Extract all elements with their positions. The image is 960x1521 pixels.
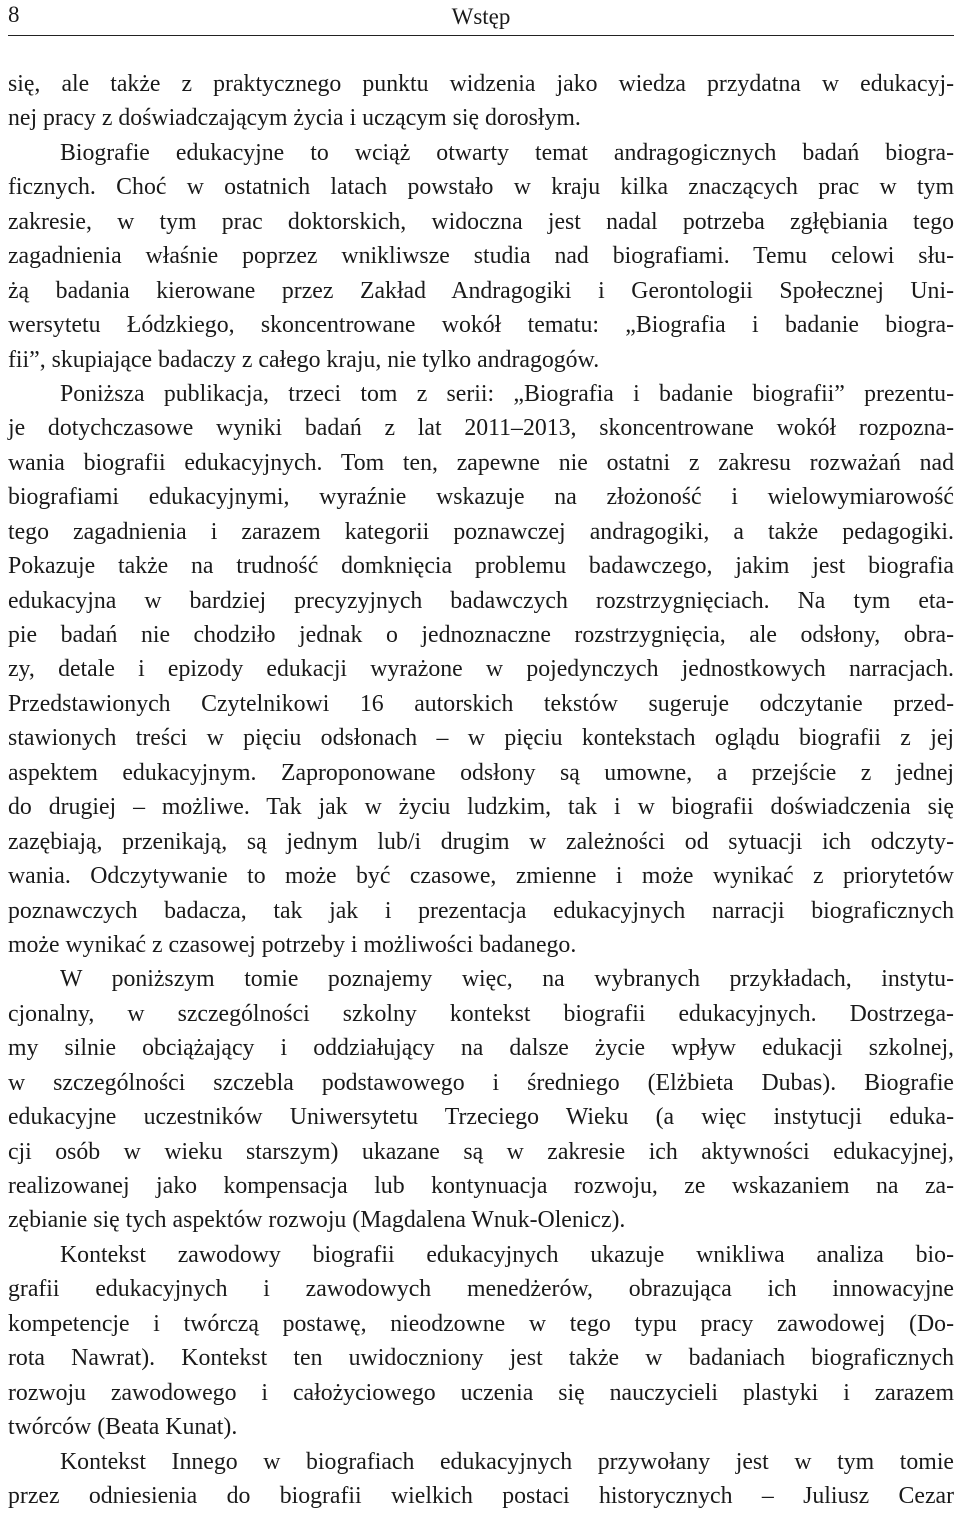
header-rule bbox=[8, 35, 954, 36]
page-number: 8 bbox=[8, 2, 20, 27]
text-line: rozwoju zawodowego i całożyciowego uczenia się nauczycieli plastyki i zarazem bbox=[8, 1379, 954, 1406]
running-title: Wstęp bbox=[451, 4, 511, 29]
text-line: tego zagadnienia i zarazem kategorii poznawczej andragogiki, a także pedagogiki. bbox=[8, 518, 954, 545]
text-line: W poniższym tomie poznajemy więc, na wybranych przykładach, instytu- bbox=[60, 966, 954, 993]
text-line: stawionych treści w pięciu odsłonach ‒ w pięciu kontekstach oglądu biografii z jej bbox=[8, 725, 954, 752]
text-line: Przedstawionych Czytelnikowi 16 autorskich tekstów sugeruje odczytanie przed- bbox=[8, 690, 954, 717]
text-line: pie badań nie chodziło jednak o jednoznaczne rozstrzygnięcia, ale odsłony, obra- bbox=[8, 622, 954, 648]
text-line: grafii edukacyjnych i zawodowych menedżerów, obrazująca ich innowacyjne bbox=[8, 1276, 954, 1303]
text-line: aspektem edukacyjnym. Zaproponowane odsłony są umowne, a przejście z jednej bbox=[8, 759, 954, 786]
text-line: wersytetu Łódzkiego, skoncentrowane wokół tematu: „Biografia i badanie biogra- bbox=[8, 312, 954, 339]
text-line: biografiami edukacyjnymi, wyraźnie wskazuje na złożoność i wielowymiarowość bbox=[8, 484, 954, 511]
text-line: zakresie, w tym prac doktorskich, widoczna jest nadal potrzeba zgłębiania tego bbox=[8, 208, 954, 235]
text-line: realizowanej jako kompensacja lub kontynuacja rozwoju, ze wskazaniem na za- bbox=[8, 1173, 954, 1199]
text-line: żą badania kierowane przez Zakład Andragogiki i Gerontologii Społecznej Uni- bbox=[8, 277, 954, 304]
text-line: wania biografii edukacyjnych. Tom ten, zapewne nie ostatni z zakresu rozważań nad bbox=[8, 449, 954, 476]
text-line: je dotychczasowe wyniki badań z lat 2011‒2013, skoncentrowane wokół rozpozna- bbox=[8, 415, 954, 442]
text-line: może wynikać z czasowej potrzeby i możliwości badanego. bbox=[8, 931, 577, 958]
text-line: edukacyjna w bardziej precyzyjnych badawczych rozstrzygnięciach. Na tym eta- bbox=[8, 587, 954, 614]
text-line: Biografie edukacyjne to wciąż otwarty temat andragogicznych badań biogra- bbox=[60, 139, 954, 166]
text-line: cjonalny, w szczególności szkolny kontekst biografii edukacyjnych. Dostrzega- bbox=[8, 1000, 954, 1027]
text-line: zagadnienia właśnie poprzez wnikliwsze studia nad biografiami. Temu celowi słu- bbox=[8, 243, 954, 270]
text-line: do drugiej ‒ możliwe. Tak jak w życiu ludzkim, tak i w biografii doświadczenia się bbox=[8, 794, 954, 821]
body-text bbox=[8, 67, 954, 1513]
text-line: przez odniesienia do biografii wielkich postaci historycznych ‒ Juliusz Cezar bbox=[8, 1482, 954, 1509]
text-line: fii”, skupiające badaczy z całego kraju, nie tylko andragogów. bbox=[8, 346, 600, 373]
text-line: w szczególności szczebla podstawowego i średniego (Elżbieta Dubas). Biografie bbox=[8, 1069, 954, 1096]
text-line: się, ale także z praktycznego punktu widzenia jako wiedza przydatna w edukacyj- bbox=[8, 71, 954, 97]
text-line: edukacyjne uczestników Uniwersytetu Trzeciego Wieku (a więc instytucji eduka- bbox=[8, 1104, 954, 1131]
text-line: twórców (Beata Kunat). bbox=[8, 1414, 238, 1441]
text-line: zębianie się tych aspektów rozwoju (Magdalena Wnuk-Olenicz). bbox=[8, 1207, 626, 1234]
text-line: rota Nawrat). Kontekst ten uwidoczniony jest także w badaniach biograficznych bbox=[8, 1345, 954, 1372]
text-line: Pokazuje także na trudność domknięcia problemu badawczego, jakim jest biografia bbox=[8, 553, 954, 580]
text-line: nej pracy z doświadczającym życia i uczącym się dorosłym. bbox=[8, 105, 581, 132]
text-line: ficznych. Choć w ostatnich latach powstało w kraju kilka znaczących prac w tym bbox=[8, 174, 954, 201]
text-line: kompetencje i twórczą postawę, nieodzowne w tego typu pracy zawodowej (Do- bbox=[8, 1310, 954, 1337]
text-line: poznawczych badacza, tak jak i prezentacja edukacyjnych narracji biograficznych bbox=[8, 897, 954, 924]
text-line: cji osób w wieku starszym) ukazane są w zakresie ich aktywności edukacyjnej, bbox=[8, 1138, 954, 1165]
text-line: Kontekst Innego w biografiach edukacyjnych przywołany jest w tym tomie bbox=[60, 1448, 954, 1475]
text-line: my silnie obciążający i oddziałujący na dalsze życie wpływ edukacji szkolnej, bbox=[8, 1035, 954, 1062]
text-line: wania. Odczytywanie to może być czasowe, zmienne i może wynikać z priorytetów bbox=[8, 863, 954, 890]
text-line: zy, detale i epizody edukacji wyrażone w pojedynczych jednostkowych narracjach. bbox=[8, 656, 954, 683]
page-header bbox=[8, 0, 954, 38]
text-line: Kontekst zawodowy biografii edukacyjnych ukazuje wnikliwa analiza bio- bbox=[60, 1241, 954, 1268]
text-line: zazębiają, przenikają, są jednym lub/i drugim w zależności od sytuacji ich odczyty- bbox=[8, 828, 954, 855]
text-line: Poniższa publikacja, trzeci tom z serii: „Biografia i badanie biografii” prezentu- bbox=[60, 380, 954, 407]
